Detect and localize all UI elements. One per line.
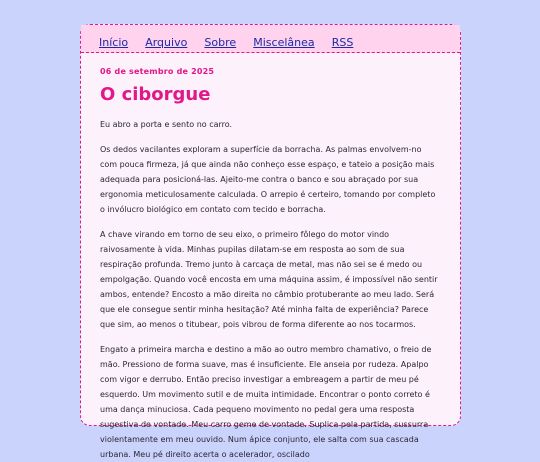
nav-link-miscelanea[interactable]: Miscelânea	[253, 36, 315, 49]
nav-link-arquivo[interactable]: Arquivo	[145, 36, 188, 49]
nav-link-inicio[interactable]: Início	[99, 36, 129, 49]
nav-link-sobre[interactable]: Sobre	[204, 36, 237, 49]
post-title: O ciborgue	[100, 84, 211, 105]
post-paragraph: A chave virando em torno de seu eixo, o primeiro fôlego do motor vindo raivosamente à vida. Minhas pupilas dilatam-se em resposta ao som de sua respiração profunda. Tremo junto à carcaça de metal, mas não sei se é medo ou empolgação. Quando você encosta em uma máquina assim, é impossível não sentir ambos, entende? Encosto a mão direita no câmbio protuberante ao meu lado. Será que ele consegue sentir minha hesitação? Até minha falta de experiência? Parece que sim, ao menos o titubear, pois vibrou de forma diferente ao nos tocarmos.	[100, 230, 438, 329]
post-paragraph: Engato a primeira marcha e destino a mão ao outro membro chamativo, o freio de mão. Pressiono de forma suave, mas é insuficiente. Ele anseia por rudeza. Apalpo com vigor e derrubo. Então preciso investigar a embreagem a partir de meu pé esquerdo. Um movimento sutil e de muita intimidade. Encontrar o ponto correto é uma dança minuciosa. Cada pequeno movimento no pedal gera uma resposta sugestiva de vontade. Meu carro geme de vontade. Suplica pela partida, sussurra violentamente em meu ouvido. Num ápice conjunto, ele salta com sua cascada urbana. Meu pé direito acerta o acelerador, oscilado	[100, 345, 432, 459]
post-paragraph: Eu abro a porta e sento no carro.	[100, 120, 233, 129]
post-paragraph: Os dedos vacilantes exploram a superfície da borracha. As palmas envolvem-no com pouca firmeza, já que ainda não conheço esse espaço, e tateio a posição mais adequada para posicioná-las. Ajeito-me contra o banco e sou abraçado por sua ergonomia meticulosamente calculada. O arrepio é certeiro, tomando por completo o invólucro biológico em contato com tecido e borracha.	[100, 145, 436, 214]
post-card	[80, 24, 461, 459]
top-nav	[81, 25, 460, 53]
nav-link-rss[interactable]: RSS	[331, 36, 354, 49]
post-content	[81, 53, 460, 462]
post-date: 06 de setembro de 2025	[100, 67, 215, 76]
